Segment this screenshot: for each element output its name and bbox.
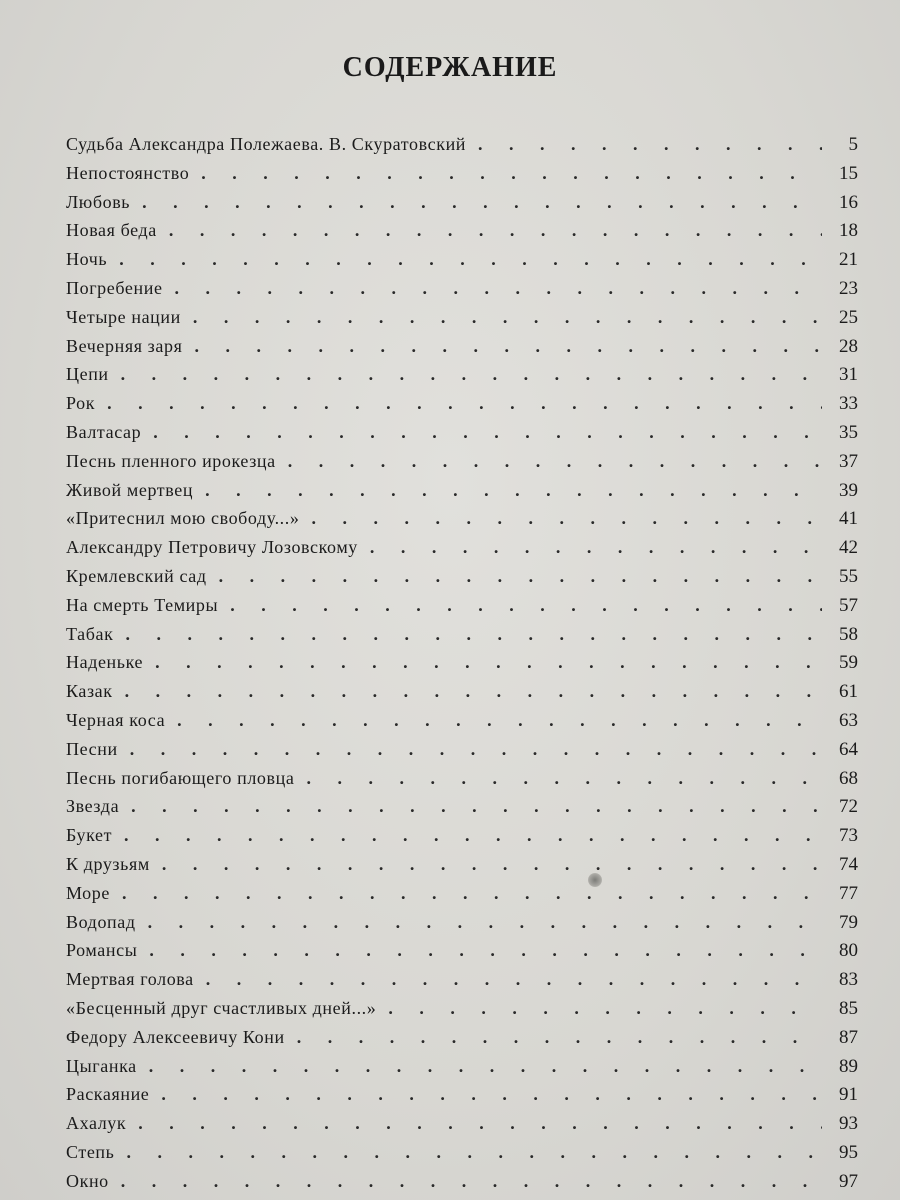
toc-entry-title: Любовь [66, 191, 131, 212]
dot-leader [147, 418, 822, 447]
toc-entry [66, 332, 858, 361]
toc-entry [66, 533, 858, 562]
toc-entry [66, 216, 858, 245]
toc-entry-title: Мертвая голова [66, 969, 194, 990]
toc-entry-title: Ночь [66, 249, 108, 270]
toc-entry-title: Раскаяние [66, 1084, 150, 1105]
toc-entry-title: Степь [66, 1141, 115, 1162]
toc-entry [66, 1109, 858, 1138]
toc-entry-title: Непостоянство [66, 162, 190, 183]
dot-leader [171, 706, 822, 735]
toc-entry [66, 1052, 858, 1081]
toc-entry-title: Кремлевский сад [66, 565, 207, 586]
dot-leader [199, 476, 822, 505]
dot-leader [116, 879, 822, 908]
toc-entry [66, 360, 858, 389]
toc-entry [66, 504, 858, 533]
toc-entry-page-number: 28 [839, 335, 858, 357]
toc-entry-page-number: 80 [839, 940, 858, 962]
dot-leader [136, 188, 822, 217]
dot-leader [200, 965, 822, 994]
dot-leader [187, 303, 822, 332]
toc-entry-title: К друзьям [66, 853, 150, 874]
toc-entry [66, 879, 858, 908]
toc-entry [66, 764, 858, 793]
toc-entry [66, 821, 858, 850]
page-heading: СОДЕРЖАНИЕ [342, 52, 558, 83]
toc-entry-page-number: 55 [839, 565, 858, 587]
toc-entry-page-number: 5 [848, 134, 858, 155]
toc-entry-page-number: 95 [839, 1141, 858, 1163]
toc-entry-page-number: 64 [839, 738, 858, 760]
toc-entry-page-number: 73 [839, 825, 858, 847]
toc-entry-title: Цепи [66, 364, 109, 385]
toc-entry-title: Цыганка [66, 1055, 137, 1076]
toc-entry [66, 1167, 858, 1196]
toc-entry-page-number: 74 [839, 853, 858, 875]
toc-entry-page-number: 33 [839, 393, 858, 415]
toc-entry [66, 735, 858, 764]
dot-leader [224, 591, 822, 620]
toc-entry-page-number: 25 [839, 306, 858, 328]
dot-leader [149, 648, 822, 677]
toc-entry-title: Александру Петровичу Лозовскому [66, 537, 358, 558]
dot-leader [305, 504, 822, 533]
toc-entry-page-number: 16 [839, 191, 858, 213]
toc-entry [66, 389, 858, 418]
toc-entry-page-number: 61 [839, 681, 858, 703]
toc-entry-page-number: 89 [839, 1055, 858, 1077]
dot-leader [118, 821, 822, 850]
dot-leader [132, 1109, 822, 1138]
toc-entry [66, 1023, 858, 1052]
toc-entry-page-number: 23 [839, 277, 858, 299]
dot-leader [213, 562, 822, 591]
toc-entry-page-number: 31 [839, 364, 858, 386]
dot-leader [113, 245, 822, 274]
paper-stain [588, 873, 602, 887]
dot-leader [125, 792, 822, 821]
dot-leader [156, 850, 822, 879]
toc-entry-title: Песнь погибающего пловца [66, 767, 295, 788]
dot-leader [119, 677, 822, 706]
toc-entry-title: Водопад [66, 911, 136, 932]
toc-entry [66, 706, 858, 735]
dot-leader [124, 735, 822, 764]
dot-leader [472, 130, 822, 159]
toc-entry-title: «Бесценный друг счастливых дней...» [66, 997, 377, 1018]
toc-entry [66, 591, 858, 620]
toc-entry-page-number: 77 [839, 882, 858, 904]
toc-entry-page-number: 58 [839, 623, 858, 645]
toc-entry [66, 447, 858, 476]
dot-leader [115, 1167, 822, 1196]
toc-entry-page-number: 72 [839, 796, 858, 818]
toc-entry [66, 620, 858, 649]
dot-leader [195, 159, 822, 188]
toc-entry-title: Букет [66, 825, 113, 846]
toc-entry [66, 936, 858, 965]
toc-entry-title: Живой мертвец [66, 479, 194, 500]
toc-entry-page-number: 91 [839, 1084, 858, 1106]
toc-entry-title: Окно [66, 1170, 109, 1191]
toc-entry-page-number: 39 [839, 479, 858, 501]
dot-leader [169, 274, 822, 303]
toc-entry-page-number: 83 [839, 969, 858, 991]
toc-entry [66, 562, 858, 591]
toc-entry-page-number: 63 [839, 709, 858, 731]
toc-entry-page-number: 15 [839, 162, 858, 184]
dot-leader [101, 389, 822, 418]
toc-entry-title: Звезда [66, 796, 120, 817]
toc-entry-title: «Притеснил мою свободу...» [66, 508, 300, 529]
toc-entry-page-number: 59 [839, 652, 858, 674]
toc-entry-page-number: 79 [839, 911, 858, 933]
toc-entry [66, 274, 858, 303]
toc-entry [66, 1080, 858, 1109]
toc-entry [66, 908, 858, 937]
table-of-contents [66, 130, 858, 1195]
toc-entry [66, 303, 858, 332]
toc-entry-title: Песни [66, 738, 118, 759]
dot-leader [382, 994, 822, 1023]
toc-entry-title: Судьба Александра Полежаева. В. Скуратовский [66, 134, 467, 154]
toc-entry [66, 130, 858, 159]
dot-leader [142, 908, 822, 937]
dot-leader [119, 620, 822, 649]
toc-entry [66, 159, 858, 188]
toc-entry-title: На смерть Темиры [66, 594, 219, 615]
toc-entry-title: Погребение [66, 277, 163, 298]
dot-leader [291, 1023, 822, 1052]
toc-entry-page-number: 85 [839, 997, 858, 1019]
toc-entry-page-number: 87 [839, 1026, 858, 1048]
toc-entry-title: Новая беда [66, 220, 157, 241]
toc-entry [66, 188, 858, 217]
dot-leader [282, 447, 822, 476]
toc-entry-title: Романсы [66, 940, 138, 961]
toc-entry [66, 994, 858, 1023]
toc-entry [66, 245, 858, 274]
toc-entry-page-number: 97 [839, 1170, 858, 1192]
toc-entry-page-number: 18 [839, 220, 858, 242]
dot-leader [188, 332, 822, 361]
toc-entry [66, 792, 858, 821]
dot-leader [300, 764, 822, 793]
toc-entry-title: Черная коса [66, 709, 166, 730]
toc-entry-page-number: 37 [839, 450, 858, 472]
toc-entry [66, 965, 858, 994]
toc-entry-title: Песнь пленного ирокезца [66, 450, 276, 471]
toc-entry-page-number: 35 [839, 421, 858, 443]
toc-entry-title: Табак [66, 623, 114, 644]
toc-entry-title: Валтасар [66, 421, 142, 442]
toc-entry-title: Наденьке [66, 652, 144, 673]
toc-entry-title: Рок [66, 393, 96, 414]
toc-entry-page-number: 57 [839, 594, 858, 616]
toc-entry-title: Четыре нации [66, 306, 181, 327]
toc-entry [66, 850, 858, 879]
dot-leader [115, 360, 822, 389]
toc-entry-title: Ахалук [66, 1113, 127, 1134]
toc-entry [66, 476, 858, 505]
toc-entry-page-number: 41 [839, 508, 858, 530]
dot-leader [143, 936, 822, 965]
toc-entry-page-number: 42 [839, 537, 858, 559]
toc-entry-title: Казак [66, 681, 113, 702]
toc-entry-page-number: 21 [839, 249, 858, 271]
toc-entry [66, 648, 858, 677]
dot-leader [364, 533, 822, 562]
toc-entry-title: Море [66, 882, 110, 903]
dot-leader [163, 216, 822, 245]
dot-leader [155, 1080, 822, 1109]
dot-leader [120, 1138, 822, 1167]
toc-entry [66, 418, 858, 447]
toc-entry-title: Вечерняя заря [66, 335, 183, 356]
toc-entry [66, 1138, 858, 1167]
toc-entry [66, 677, 858, 706]
dot-leader [143, 1052, 822, 1081]
toc-entry-page-number: 68 [839, 767, 858, 789]
toc-entry-title: Федору Алексеевичу Кони [66, 1026, 285, 1047]
toc-entry-page-number: 93 [839, 1113, 858, 1135]
